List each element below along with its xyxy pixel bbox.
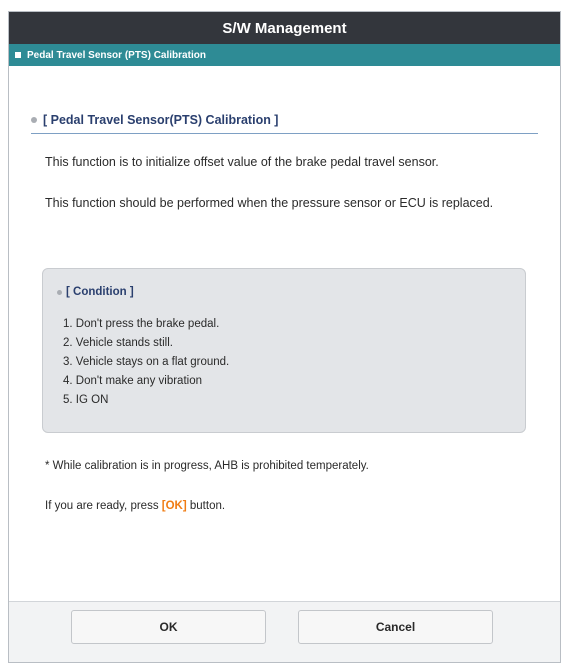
- ready-instruction-end: button.: [186, 500, 226, 512]
- condition-list: [63, 315, 229, 410]
- subheader-label: Pedal Travel Sensor (PTS) Calibration: [27, 49, 206, 61]
- condition-box: [42, 268, 526, 433]
- condition-item: 2. Vehicle stands still.: [63, 337, 173, 349]
- sw-management-dialog: [8, 11, 561, 663]
- window-title: S/W Management: [222, 19, 347, 37]
- condition-item: 3. Vehicle stays on a flat ground.: [63, 356, 230, 368]
- warning-note: * While calibration is in progress, AHB is prohibited temperately.: [45, 460, 369, 472]
- condition-heading: [57, 286, 134, 298]
- ready-instruction-start: If you are ready, press: [45, 500, 162, 512]
- circle-bullet-icon: [57, 290, 62, 295]
- circle-bullet-icon: [31, 117, 37, 123]
- description-paragraph-2: This function should be performed when the pressure sensor or ECU is replaced.: [45, 196, 494, 210]
- square-bullet-icon: [15, 52, 21, 58]
- ready-instruction: [45, 497, 524, 515]
- description-paragraph-1: This function is to initialize offset value of the brake pedal travel sensor.: [45, 155, 439, 169]
- cancel-button[interactable]: Cancel: [298, 610, 493, 644]
- section-title-text: [ Pedal Travel Sensor(PTS) Calibration ]: [43, 113, 279, 127]
- condition-item: 5. IG ON: [63, 394, 109, 406]
- condition-item: 1. Don't press the brake pedal.: [63, 318, 220, 330]
- section-heading: [31, 113, 538, 134]
- dialog-footer: [9, 601, 560, 662]
- ok-highlight-text: [OK]: [161, 500, 187, 512]
- condition-item: 4. Don't make any vibration: [63, 375, 202, 387]
- subheader-bar: [9, 44, 560, 66]
- ok-button[interactable]: OK: [71, 610, 266, 644]
- condition-title-text: [ Condition ]: [66, 286, 134, 298]
- window-titlebar: [9, 12, 560, 44]
